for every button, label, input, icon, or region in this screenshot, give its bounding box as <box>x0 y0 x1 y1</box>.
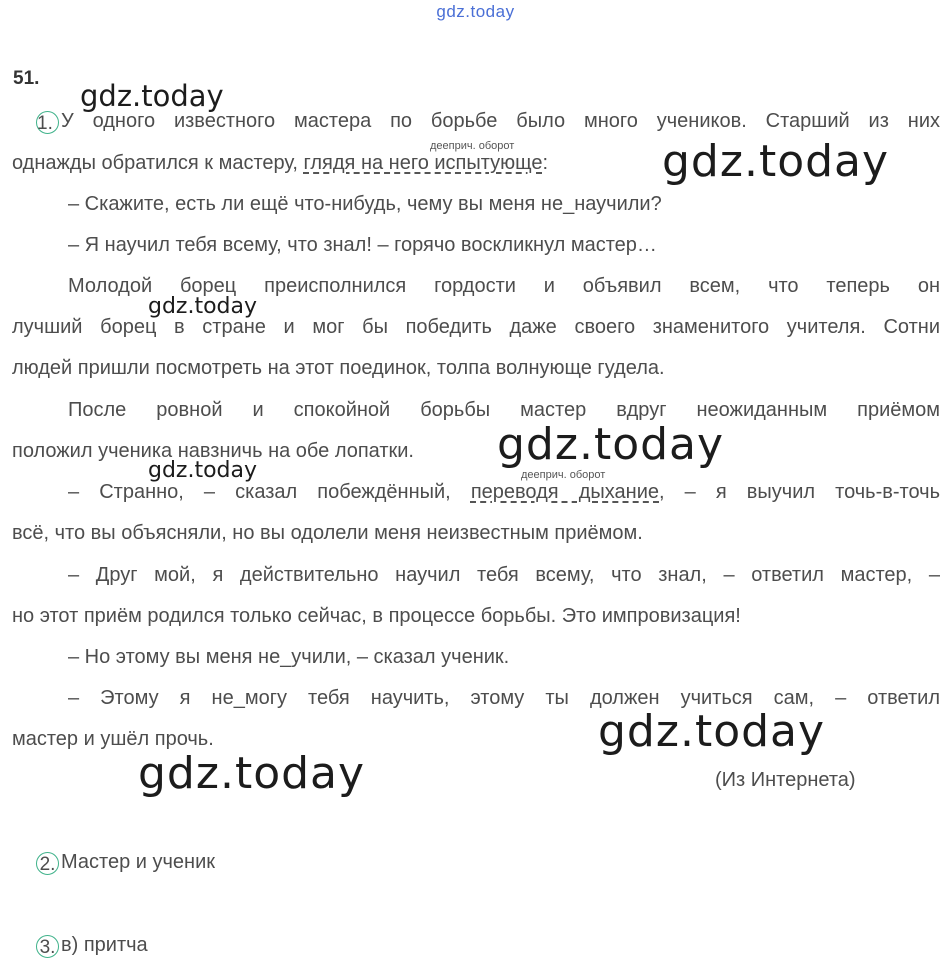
item-marker-3: 3. <box>36 935 59 958</box>
answer-line <box>36 849 215 875</box>
source-attribution: (Из Интернета) <box>715 769 856 791</box>
answer-text: Мастер и ученик <box>61 851 215 873</box>
text-line: но этот приём родился только сейчас, в процессе борьбы. Это импровизация! <box>12 605 741 627</box>
answer-line <box>36 932 148 958</box>
top-watermark: gdz.today <box>436 2 515 21</box>
text-line <box>36 108 940 134</box>
text-line: После ровной и спокойной борьбы мастер вдруг неожиданным приёмом <box>68 399 940 421</box>
text-line: – Но этому вы меня не_учили, – сказал ученик. <box>68 646 510 668</box>
text-line: лучший борец в стране и мог бы победить даже своего знаменитого учителя. Сотни <box>12 316 940 338</box>
text-segment: – Странно, – сказал побеждённый, <box>68 481 471 503</box>
item-marker-1: 1. <box>36 111 59 134</box>
text-line: мастер и ушёл прочь. <box>12 728 214 750</box>
text-line: – Друг мой, я действительно научил тебя всему, что знал, – ответил мастер, – <box>68 564 940 586</box>
text-line <box>12 150 548 176</box>
watermark: gdz.today <box>148 294 258 319</box>
answer-text: в) притча <box>61 934 148 956</box>
text-line: Молодой борец преисполнился гордости и объявил всем, что теперь он <box>68 275 940 297</box>
watermark: gdz.today <box>80 79 224 113</box>
watermark: gdz.today <box>138 748 366 799</box>
watermark: gdz.today <box>598 706 826 757</box>
text-line-content: У одного известного мастера по борьбе было много учеников. Старший из них <box>61 110 940 132</box>
text-line: – Этому я не_могу тебя научить, этому ты должен учиться сам, – ответил <box>68 687 940 709</box>
text-line: – Я научил тебя всему, что знал! – горячо воскликнул мастер… <box>68 234 657 256</box>
text-line <box>68 479 940 505</box>
participle-phrase: переводя дыхание <box>470 481 659 503</box>
watermark: gdz.today <box>148 458 258 483</box>
watermark: gdz.today <box>662 136 890 187</box>
annotation-note: дееприч. оборот <box>430 140 515 152</box>
watermark: gdz.today <box>497 419 725 470</box>
text-line: людей пришли посмотреть на этот поединок, толпа волнующе гудела. <box>12 357 665 379</box>
text-segment: , – я выучил точь-в-точь <box>659 481 940 503</box>
text-segment: однажды обратился к мастеру, <box>12 152 304 174</box>
text-line: – Скажите, есть ли ещё что-нибудь, чему вы меня не_научили? <box>68 193 662 215</box>
participle-phrase: глядя на него испытующе <box>303 152 543 174</box>
text-segment: : <box>542 152 549 174</box>
text-line: всё, что вы объясняли, но вы одолели меня неизвестным приёмом. <box>12 522 643 544</box>
text-line: положил ученика навзничь на обе лопатки. <box>12 440 414 462</box>
exercise-number: 51. <box>13 68 40 89</box>
annotation-note: дееприч. оборот <box>521 469 606 481</box>
item-marker-2: 2. <box>36 852 59 875</box>
